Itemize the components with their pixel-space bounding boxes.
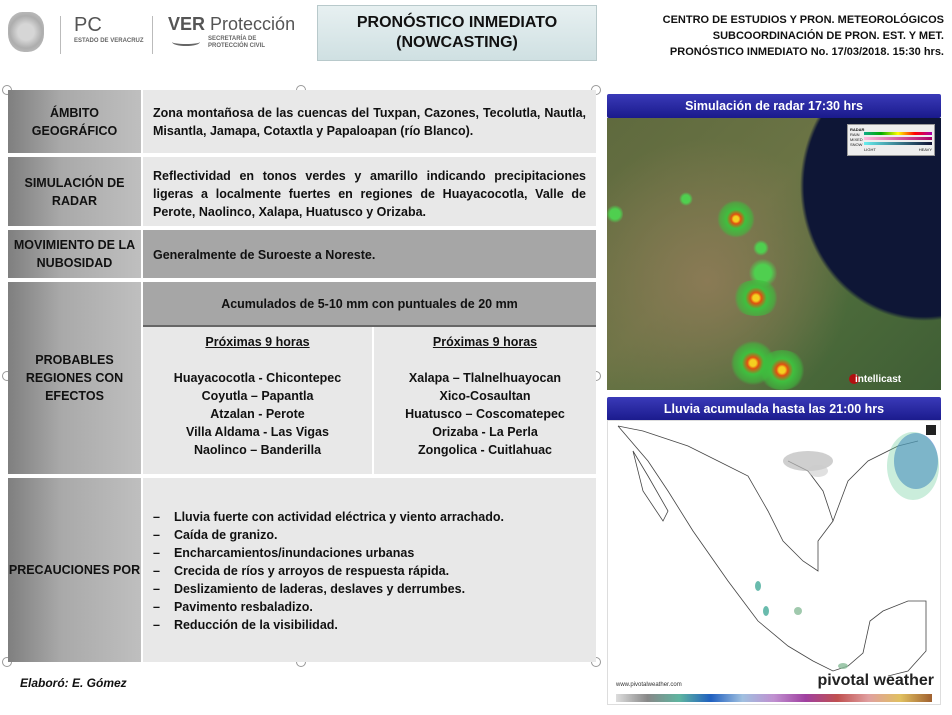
logo-pc-sub: ESTADO DE VERACRUZ xyxy=(74,38,144,44)
logo-smile-icon xyxy=(172,38,200,46)
movimiento-text: Generalmente de Suroeste a Noreste. xyxy=(143,230,596,282)
label-probables: PROBABLES REGIONES CON EFECTOS xyxy=(8,282,143,478)
region-pair: Orizaba - La Perla xyxy=(432,425,538,439)
region-pair: Atzalan - Perote xyxy=(210,407,305,421)
label-ambito: ÁMBITO GEOGRÁFICO xyxy=(8,90,143,157)
radar-echo xyxy=(679,192,693,206)
pivotal-url: www.pivotalweather.com xyxy=(616,682,682,688)
dash-bullet: – xyxy=(153,600,160,614)
mexico-outline-map xyxy=(608,421,941,705)
radar-legend xyxy=(847,124,935,156)
regions-column-1 xyxy=(143,327,372,478)
rain-panel-title: Lluvia acumulada hasta las 21:00 hrs xyxy=(607,397,941,421)
radar-simulation-map xyxy=(607,118,941,390)
column-title: Próximas 9 horas xyxy=(432,335,538,349)
precaution: Reducción de la visibilidad. xyxy=(173,618,338,632)
legend-row-label: MIXED xyxy=(850,137,863,142)
org-line-2: SUBCOORDINACIÓN DE PRON. EST. Y MET. xyxy=(712,30,944,42)
list-item xyxy=(153,562,586,580)
region-pair: Coyutla – Papantla xyxy=(201,389,314,403)
divider xyxy=(152,16,153,54)
region-pair: Xalapa – Tlalnelhuayocan xyxy=(408,371,562,385)
precaution: Lluvia fuerte con actividad eléctrica y viento arrachado. xyxy=(173,510,504,524)
title-line-1: PRONÓSTICO INMEDIATO xyxy=(356,14,558,31)
label-movimiento: MOVIMIENTO DE LA NUBOSIDAD xyxy=(8,230,143,282)
dash-bullet: – xyxy=(153,564,160,578)
dash-bullet: – xyxy=(153,582,160,596)
dash-bullet: – xyxy=(153,528,160,542)
radar-text: Reflectividad en tonos verdes y amarillo indicando precipitaciones ligeras a localmente fuertes en regiones de Huayacocotla, Valle de Perote, Naolinco, Xalapa, Huatusco y Orizaba. xyxy=(143,157,596,230)
radar-echo xyxy=(753,240,769,256)
radar-echo xyxy=(607,204,623,224)
region-pair: Huayacocotla - Chicontepec xyxy=(173,371,342,385)
accumulated-rain-map xyxy=(607,420,941,705)
logo-ver-sub: SECRETARÍA DE PROTECCIÓN CIVIL xyxy=(208,36,266,49)
list-item xyxy=(153,616,586,634)
list-item xyxy=(153,526,586,544)
legend-row-label: SNOW xyxy=(850,142,863,147)
radar-credit: intellicast xyxy=(855,374,902,385)
precautions-list xyxy=(153,478,586,634)
precaution: Caída de granizo. xyxy=(173,528,278,542)
radar-echo xyxy=(757,350,807,390)
veracruz-seal-logo xyxy=(8,12,44,52)
author-credit: Elaboró: E. Gómez xyxy=(20,676,127,690)
list-item xyxy=(153,580,586,598)
bulletin-number: PRONÓSTICO INMEDIATO No. 17/03/2018. 15:30 hrs. xyxy=(669,46,944,58)
region-pair: Huatusco – Coscomatepec xyxy=(405,407,565,421)
region-pair: Naolinco – Banderilla xyxy=(193,443,322,457)
pivotal-weather-logo: pivotal weather xyxy=(817,672,934,689)
list-item xyxy=(153,598,586,616)
dash-bullet: – xyxy=(153,546,160,560)
logo-ver: VER xyxy=(168,14,206,34)
org-line-1: CENTRO DE ESTUDIOS Y PRON. METEOROLÓGICOS xyxy=(662,14,944,26)
precaution: Deslizamiento de laderas, deslaves y derrumbes. xyxy=(173,582,466,596)
share-icon[interactable] xyxy=(926,425,936,435)
org-header xyxy=(663,12,944,60)
precauciones-cell xyxy=(143,478,596,662)
radar-echo xyxy=(717,200,755,238)
logo-pc: PC xyxy=(74,14,102,36)
region-pair: Xico-Cosaultan xyxy=(439,389,531,403)
list-item xyxy=(153,508,586,526)
regions-column-2 xyxy=(373,327,596,478)
title-line-2: (NOWCASTING) xyxy=(396,34,518,51)
radar-panel-title: Simulación de radar 17:30 hrs xyxy=(607,94,941,118)
legend-row-label: RAIN xyxy=(850,132,860,137)
precaution: Pavimento resbaladizo. xyxy=(173,600,313,614)
divider xyxy=(60,16,61,54)
list-item xyxy=(153,544,586,562)
precaution: Crecida de ríos y arroyos de respuesta rápida. xyxy=(173,564,450,578)
logo-proteccion: Protección xyxy=(210,14,296,34)
label-radar: SIMULACIÓN DE RADAR xyxy=(8,157,143,230)
acumulados-text: Acumulados de 5-10 mm con puntuales de 20 mm xyxy=(143,282,596,327)
label-precauciones: PRECAUCIONES POR xyxy=(8,478,143,662)
legend-heavy: HEAVY xyxy=(918,147,932,152)
logo-ver-proteccion xyxy=(168,14,295,35)
legend-title: RADAR xyxy=(850,127,865,132)
legend-light: LIGHT xyxy=(864,147,876,152)
page-title xyxy=(317,5,597,61)
rain-color-scale xyxy=(616,694,932,702)
dash-bullet: – xyxy=(153,618,160,632)
dash-bullet: – xyxy=(153,510,160,524)
region-pair: Villa Aldama - Las Vigas xyxy=(186,425,329,439)
region-pair: Zongolica - Cuitlahuac xyxy=(417,443,553,457)
ambito-text: Zona montañosa de las cuencas del Tuxpan, Cazones, Tecolutla, Nautla, Misantla, Jamapa, Cotaxtla y Papaloapan (río Blanco). xyxy=(143,90,596,157)
precaution: Encharcamientos/inundaciones urbanas xyxy=(173,546,415,560)
column-title: Próximas 9 horas xyxy=(205,335,310,349)
radar-echo xyxy=(731,280,781,316)
